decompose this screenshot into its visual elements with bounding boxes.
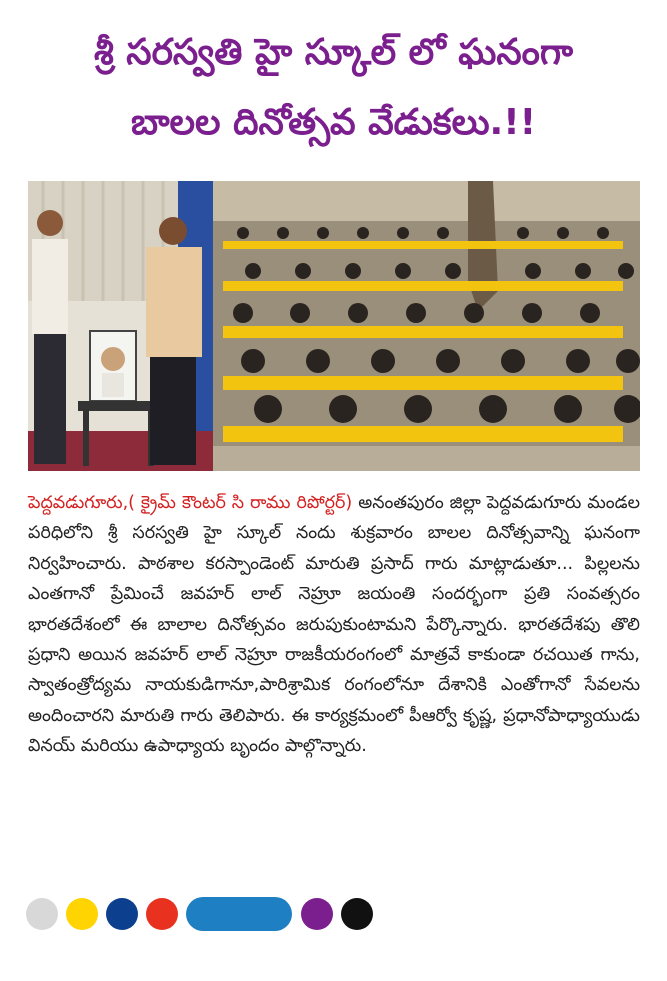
headline-line-1: శ్రీ సరస్వతి హై స్కూల్ లో ఘనంగా <box>93 32 574 73</box>
color-swatches <box>26 896 381 932</box>
swatch-navy <box>106 898 138 930</box>
headline <box>0 18 667 158</box>
swatch-gray <box>26 898 58 930</box>
swatch-blue-bar <box>186 897 292 931</box>
swatch-purple <box>301 898 333 930</box>
article-dateline: పెద్దవడుగూరు,( క్రైమ్ కౌంటర్ సి రాము రిపోర్టర్) <box>28 493 353 513</box>
swatch-yellow <box>66 898 98 930</box>
headline-line-2: బాలల దినోత్సవ వేడుకలు.!! <box>130 102 537 143</box>
article-text: అనంతపురం జిల్లా పెద్దవడుగూరు మండల పరిధిలోని శ్రీ సరస్వతి హై స్కూల్ నందు శుక్రవారం బాలల దినోత్సవాన్ని ఘనంగా నిర్వహించారు. పాఠశాల కరస్పాండెంట్ మారుతి ప్రసాద్ గారు మాట్లాడుతూ... పిల్లలను ఎంతగానో ప్రేమించే జవహర్ లాల్ నెహ్రూ జయంతి సందర్భంగా ప్రతి సంవత్సరం భారతదేశంలో ఈ బాలాల దినోత్సవం జరుపుకుంటామని పేర్కొన్నారు. భారతదేశపు తొలి ప్రధాని అయిన జవహర్ లాల్ నెహ్రూ రాజకీయరంగంలో మాత్రవే కాకుండా రచయిత గాను, స్వాతంత్రోద్యమ నాయకుడిగానూ,పారిశ్రామిక రంగంలోనూ దేశానికి ఎంతోగానో సేవలను అందించారని మారుతి గారు తెలిపారు. ఈ కార్యక్రమంలో పీఆర్వో కృష్ణ, ప్రధానోపాధ్యాయుడు వినయ్ మరియు ఉపాధ్యాయ బృందం పాల్గొన్నారు. <box>28 493 641 757</box>
swatch-red <box>146 898 178 930</box>
swatch-black <box>341 898 373 930</box>
news-photo <box>28 181 640 471</box>
article-body <box>28 488 640 762</box>
photo-illustration <box>28 181 640 471</box>
